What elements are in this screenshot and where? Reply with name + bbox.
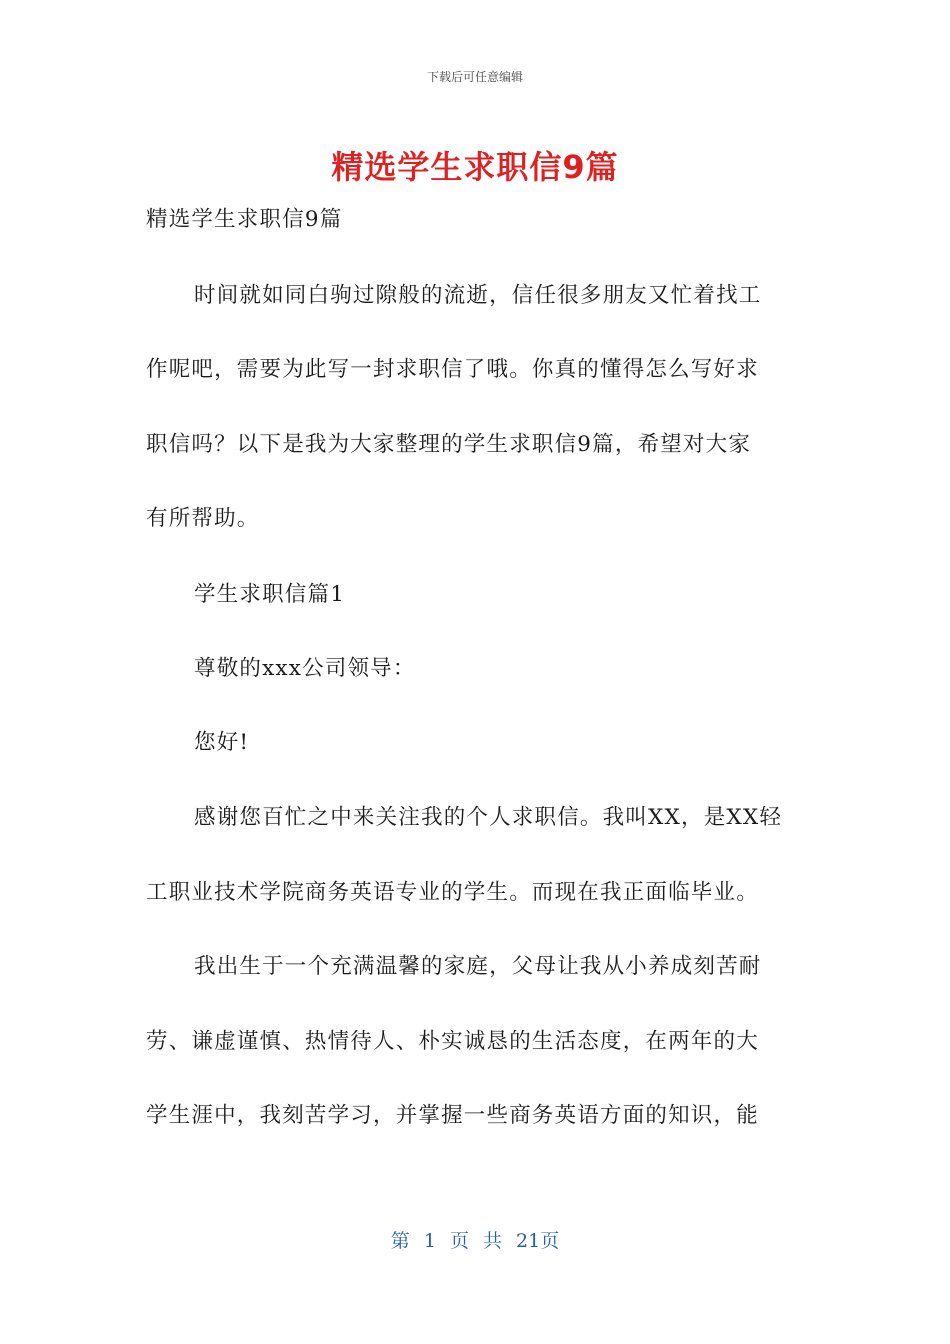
body-line: 有所帮助。 [146,506,260,531]
salutation: 尊敬的xxx公司领导： [194,656,416,681]
body-line: 感谢您百忙之中来关注我的个人求职信。我叫XX，是XX轻 [194,805,783,830]
greeting: 您好! [194,730,250,755]
section-heading: 学生求职信篇1 [194,582,346,607]
document-title: 精选学生求职信9篇 [331,148,619,186]
body-line: 劳、谦虚谨慎、热情待人、朴实诚恳的生活态度，在两年的大 [146,1029,759,1054]
body-line: 我出生于一个充满温馨的家庭，父母让我从小养成刻苦耐 [194,954,762,979]
body-line: 学生涯中，我刻苦学习，并掌握一些商务英语方面的知识，能 [146,1103,759,1128]
body-line: 时间就如同白驹过隙般的流逝，信任很多朋友又忙着找工 [194,283,762,308]
body-line: 作呢吧，需要为此写一封求职信了哦。你真的懂得怎么写好求 [146,357,759,382]
body-line-subtitle: 精选学生求职信9篇 [146,207,343,232]
header-note: 下载后可任意编辑 [426,70,523,84]
body-line: 职信吗？以下是我为大家整理的学生求职信9篇，希望对大家 [146,432,752,457]
body-line: 工职业技术学院商务英语专业的学生。而现在我正面临毕业。 [146,880,759,905]
page-footer: 第 1 页 共 21页 [390,1230,560,1252]
